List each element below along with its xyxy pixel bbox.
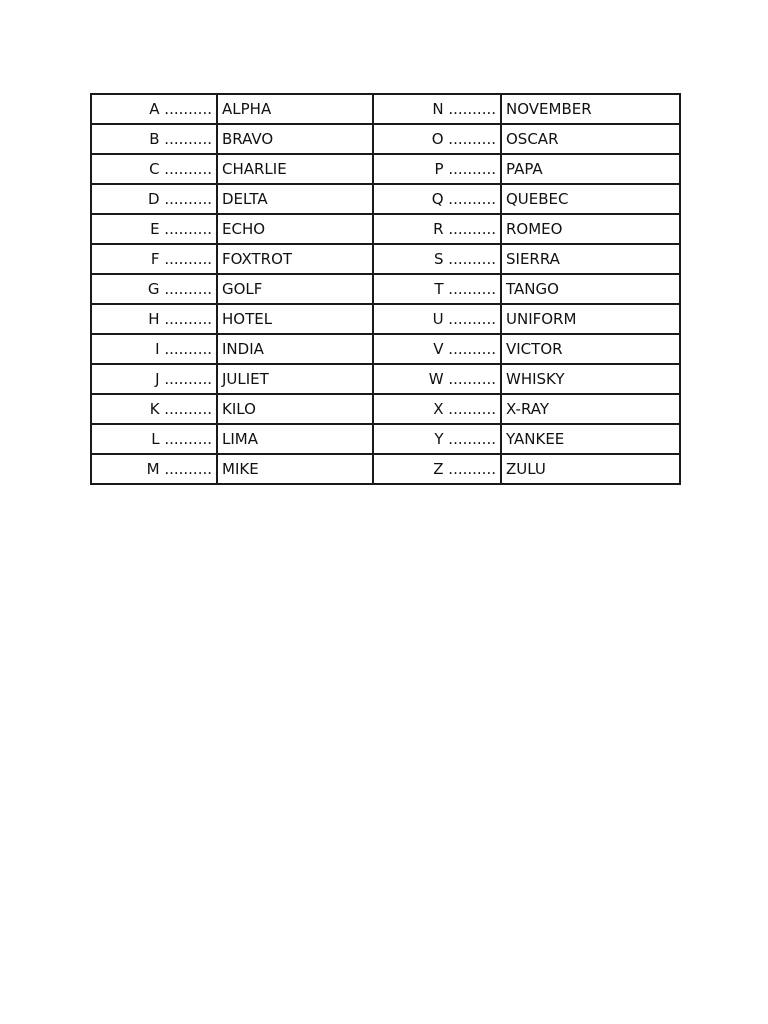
table-row [92, 304, 679, 334]
code-word-cell: X-RAY [501, 394, 679, 424]
letter-cell: K .......... [92, 394, 217, 424]
letter-cell: W .......... [373, 364, 501, 394]
letter-cell: D .......... [92, 184, 217, 214]
letter-cell: G .......... [92, 274, 217, 304]
table-row [92, 184, 679, 214]
code-word-cell: ROMEO [501, 214, 679, 244]
letter-cell: Q .......... [373, 184, 501, 214]
code-word-cell: TANGO [501, 274, 679, 304]
code-word-cell: QUEBEC [501, 184, 679, 214]
letter-cell: Y .......... [373, 424, 501, 454]
code-word-cell: JULIET [217, 364, 373, 394]
code-word-cell: HOTEL [217, 304, 373, 334]
letter-cell: H .......... [92, 304, 217, 334]
code-word-cell: VICTOR [501, 334, 679, 364]
table-row [92, 124, 679, 154]
code-word-cell: SIERRA [501, 244, 679, 274]
code-word-cell: KILO [217, 394, 373, 424]
letter-cell: I .......... [92, 334, 217, 364]
letter-cell: C .......... [92, 154, 217, 184]
code-word-cell: GOLF [217, 274, 373, 304]
table-row [92, 214, 679, 244]
code-word-cell: OSCAR [501, 124, 679, 154]
table-row [92, 95, 679, 124]
code-word-cell: WHISKY [501, 364, 679, 394]
letter-cell: L .......... [92, 424, 217, 454]
code-word-cell: PAPA [501, 154, 679, 184]
letter-cell: M .......... [92, 454, 217, 483]
letter-cell: E .......... [92, 214, 217, 244]
letter-cell: U .......... [373, 304, 501, 334]
code-word-cell: MIKE [217, 454, 373, 483]
code-word-cell: ECHO [217, 214, 373, 244]
table-row [92, 154, 679, 184]
letter-cell: X .......... [373, 394, 501, 424]
code-word-cell: UNIFORM [501, 304, 679, 334]
code-word-cell: ZULU [506, 460, 546, 478]
code-word-cell: FOXTROT [217, 244, 373, 274]
code-word-cell: INDIA [217, 334, 373, 364]
code-word-cell: DELTA [217, 184, 373, 214]
letter-cell: P .......... [373, 154, 501, 184]
table-row [92, 274, 679, 304]
table-row [92, 244, 679, 274]
letter-cell: R .......... [373, 214, 501, 244]
table-row [92, 334, 679, 364]
table-row [92, 364, 679, 394]
code-word-cell: YANKEE [501, 424, 679, 454]
phonetic-alphabet-table [92, 95, 679, 483]
letter-cell: B .......... [92, 124, 217, 154]
letter-cell: F .......... [92, 244, 217, 274]
table-row [92, 424, 679, 454]
code-word-cell: BRAVO [217, 124, 373, 154]
letter-cell: O .......... [373, 124, 501, 154]
letter-cell: J .......... [92, 364, 217, 394]
letter-cell: V .......... [373, 334, 501, 364]
code-word-cell: LIMA [217, 424, 373, 454]
table-row [92, 394, 679, 424]
code-word-cell: CHARLIE [217, 154, 373, 184]
letter-cell: Z .......... [373, 454, 501, 483]
letter-cell: S .......... [373, 244, 501, 274]
letter-cell: T .......... [373, 274, 501, 304]
letter-cell: A .......... [92, 95, 217, 124]
letter-cell: N .......... [373, 95, 501, 124]
phonetic-alphabet-table-frame [90, 93, 681, 485]
code-word-cell: ALPHA [217, 95, 373, 124]
table-row [92, 454, 679, 483]
code-word-cell: NOVEMBER [501, 95, 679, 124]
